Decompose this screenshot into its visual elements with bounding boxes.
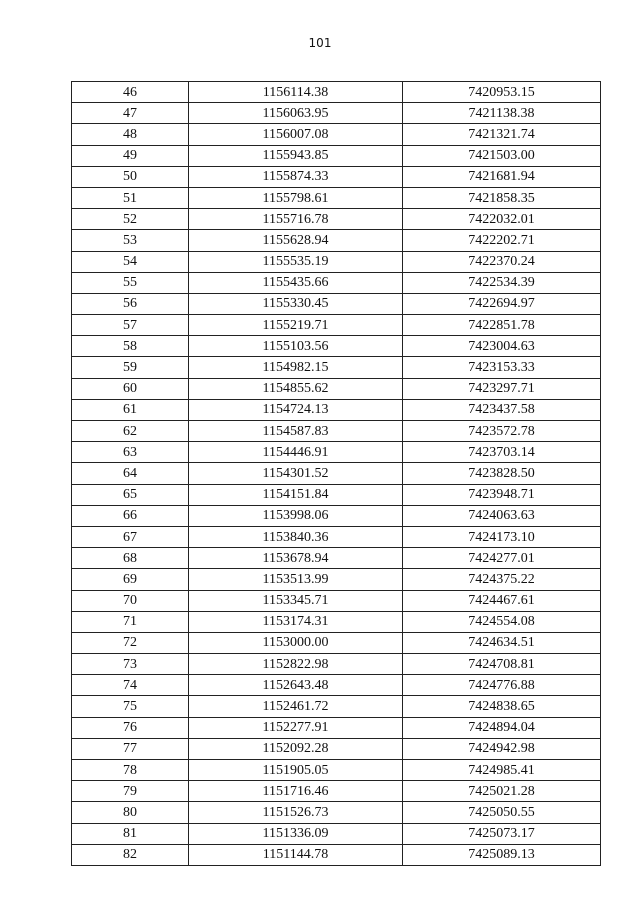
point-number-cell: 46 (72, 82, 189, 103)
y-coordinate-cell: 7425050.55 (403, 802, 601, 823)
table-row (72, 548, 601, 569)
table-row (72, 781, 601, 802)
y-coordinate-cell: 7424634.51 (403, 632, 601, 653)
x-coordinate-cell: 1156063.95 (189, 103, 403, 124)
point-number-cell: 71 (72, 611, 189, 632)
table-row (72, 526, 601, 547)
table-row (72, 187, 601, 208)
table-row (72, 251, 601, 272)
table-row (72, 103, 601, 124)
table-row (72, 272, 601, 293)
x-coordinate-cell: 1151905.05 (189, 760, 403, 781)
x-coordinate-cell: 1155219.71 (189, 315, 403, 336)
table-row (72, 124, 601, 145)
x-coordinate-cell: 1153345.71 (189, 590, 403, 611)
x-coordinate-cell: 1155535.19 (189, 251, 403, 272)
point-number-cell: 73 (72, 654, 189, 675)
y-coordinate-cell: 7423437.58 (403, 399, 601, 420)
y-coordinate-cell: 7424173.10 (403, 526, 601, 547)
point-number-cell: 74 (72, 675, 189, 696)
coordinates-table (71, 81, 601, 866)
point-number-cell: 65 (72, 484, 189, 505)
point-number-cell: 48 (72, 124, 189, 145)
y-coordinate-cell: 7422032.01 (403, 209, 601, 230)
y-coordinate-cell: 7424467.61 (403, 590, 601, 611)
point-number-cell: 68 (72, 548, 189, 569)
x-coordinate-cell: 1154301.52 (189, 463, 403, 484)
x-coordinate-cell: 1153678.94 (189, 548, 403, 569)
y-coordinate-cell: 7424894.04 (403, 717, 601, 738)
y-coordinate-cell: 7423004.63 (403, 336, 601, 357)
x-coordinate-cell: 1153000.00 (189, 632, 403, 653)
y-coordinate-cell: 7423703.14 (403, 442, 601, 463)
point-number-cell: 72 (72, 632, 189, 653)
y-coordinate-cell: 7422534.39 (403, 272, 601, 293)
point-number-cell: 82 (72, 844, 189, 865)
point-number-cell: 69 (72, 569, 189, 590)
table-row (72, 421, 601, 442)
y-coordinate-cell: 7421681.94 (403, 166, 601, 187)
point-number-cell: 63 (72, 442, 189, 463)
y-coordinate-cell: 7425021.28 (403, 781, 601, 802)
point-number-cell: 80 (72, 802, 189, 823)
table-row (72, 209, 601, 230)
y-coordinate-cell: 7422694.97 (403, 293, 601, 314)
x-coordinate-cell: 1151336.09 (189, 823, 403, 844)
y-coordinate-cell: 7424375.22 (403, 569, 601, 590)
y-coordinate-cell: 7425073.17 (403, 823, 601, 844)
point-number-cell: 64 (72, 463, 189, 484)
y-coordinate-cell: 7421138.38 (403, 103, 601, 124)
x-coordinate-cell: 1153513.99 (189, 569, 403, 590)
point-number-cell: 70 (72, 590, 189, 611)
point-number-cell: 58 (72, 336, 189, 357)
point-number-cell: 49 (72, 145, 189, 166)
point-number-cell: 79 (72, 781, 189, 802)
x-coordinate-cell: 1153174.31 (189, 611, 403, 632)
table-row (72, 696, 601, 717)
table-row (72, 378, 601, 399)
page-number: 101 (308, 36, 332, 50)
y-coordinate-cell: 7422202.71 (403, 230, 601, 251)
x-coordinate-cell: 1152461.72 (189, 696, 403, 717)
point-number-cell: 60 (72, 378, 189, 399)
point-number-cell: 62 (72, 421, 189, 442)
y-coordinate-cell: 7424554.08 (403, 611, 601, 632)
point-number-cell: 75 (72, 696, 189, 717)
x-coordinate-cell: 1151144.78 (189, 844, 403, 865)
x-coordinate-cell: 1154855.62 (189, 378, 403, 399)
x-coordinate-cell: 1156114.38 (189, 82, 403, 103)
x-coordinate-cell: 1155330.45 (189, 293, 403, 314)
table-row (72, 336, 601, 357)
point-number-cell: 66 (72, 505, 189, 526)
table-row (72, 230, 601, 251)
table-row (72, 760, 601, 781)
table-row (72, 315, 601, 336)
y-coordinate-cell: 7425089.13 (403, 844, 601, 865)
x-coordinate-cell: 1152092.28 (189, 738, 403, 759)
point-number-cell: 52 (72, 209, 189, 230)
y-coordinate-cell: 7422851.78 (403, 315, 601, 336)
x-coordinate-cell: 1156007.08 (189, 124, 403, 145)
point-number-cell: 67 (72, 526, 189, 547)
x-coordinate-cell: 1154151.84 (189, 484, 403, 505)
y-coordinate-cell: 7423572.78 (403, 421, 601, 442)
x-coordinate-cell: 1155716.78 (189, 209, 403, 230)
y-coordinate-cell: 7424838.65 (403, 696, 601, 717)
point-number-cell: 56 (72, 293, 189, 314)
table-row (72, 632, 601, 653)
x-coordinate-cell: 1152643.48 (189, 675, 403, 696)
table-row (72, 442, 601, 463)
y-coordinate-cell: 7421321.74 (403, 124, 601, 145)
table-row (72, 463, 601, 484)
x-coordinate-cell: 1155435.66 (189, 272, 403, 293)
point-number-cell: 76 (72, 717, 189, 738)
x-coordinate-cell: 1153840.36 (189, 526, 403, 547)
point-number-cell: 54 (72, 251, 189, 272)
table-row (72, 569, 601, 590)
table-row (72, 844, 601, 865)
x-coordinate-cell: 1152277.91 (189, 717, 403, 738)
y-coordinate-cell: 7423297.71 (403, 378, 601, 399)
table-row (72, 654, 601, 675)
y-coordinate-cell: 7422370.24 (403, 251, 601, 272)
y-coordinate-cell: 7424277.01 (403, 548, 601, 569)
x-coordinate-cell: 1154587.83 (189, 421, 403, 442)
y-coordinate-cell: 7424776.88 (403, 675, 601, 696)
table-row (72, 505, 601, 526)
point-number-cell: 59 (72, 357, 189, 378)
table-row (72, 293, 601, 314)
table-row (72, 675, 601, 696)
point-number-cell: 78 (72, 760, 189, 781)
y-coordinate-cell: 7421503.00 (403, 145, 601, 166)
x-coordinate-cell: 1155874.33 (189, 166, 403, 187)
table-row (72, 145, 601, 166)
x-coordinate-cell: 1155103.56 (189, 336, 403, 357)
x-coordinate-cell: 1151716.46 (189, 781, 403, 802)
point-number-cell: 57 (72, 315, 189, 336)
x-coordinate-cell: 1151526.73 (189, 802, 403, 823)
table-row (72, 717, 601, 738)
point-number-cell: 50 (72, 166, 189, 187)
y-coordinate-cell: 7421858.35 (403, 187, 601, 208)
y-coordinate-cell: 7423828.50 (403, 463, 601, 484)
point-number-cell: 55 (72, 272, 189, 293)
x-coordinate-cell: 1153998.06 (189, 505, 403, 526)
table-row (72, 399, 601, 420)
x-coordinate-cell: 1154724.13 (189, 399, 403, 420)
table-row (72, 802, 601, 823)
table-row (72, 738, 601, 759)
y-coordinate-cell: 7423948.71 (403, 484, 601, 505)
x-coordinate-cell: 1152822.98 (189, 654, 403, 675)
point-number-cell: 81 (72, 823, 189, 844)
y-coordinate-cell: 7424708.81 (403, 654, 601, 675)
x-coordinate-cell: 1155628.94 (189, 230, 403, 251)
y-coordinate-cell: 7424063.63 (403, 505, 601, 526)
point-number-cell: 53 (72, 230, 189, 251)
coordinates-table-body (72, 82, 601, 866)
y-coordinate-cell: 7420953.15 (403, 82, 601, 103)
y-coordinate-cell: 7424942.98 (403, 738, 601, 759)
table-row (72, 357, 601, 378)
x-coordinate-cell: 1155798.61 (189, 187, 403, 208)
table-row (72, 484, 601, 505)
point-number-cell: 51 (72, 187, 189, 208)
table-row (72, 82, 601, 103)
table-row (72, 823, 601, 844)
point-number-cell: 77 (72, 738, 189, 759)
table-row (72, 590, 601, 611)
x-coordinate-cell: 1155943.85 (189, 145, 403, 166)
point-number-cell: 61 (72, 399, 189, 420)
y-coordinate-cell: 7423153.33 (403, 357, 601, 378)
point-number-cell: 47 (72, 103, 189, 124)
table-row (72, 166, 601, 187)
x-coordinate-cell: 1154446.91 (189, 442, 403, 463)
table-row (72, 611, 601, 632)
y-coordinate-cell: 7424985.41 (403, 760, 601, 781)
x-coordinate-cell: 1154982.15 (189, 357, 403, 378)
